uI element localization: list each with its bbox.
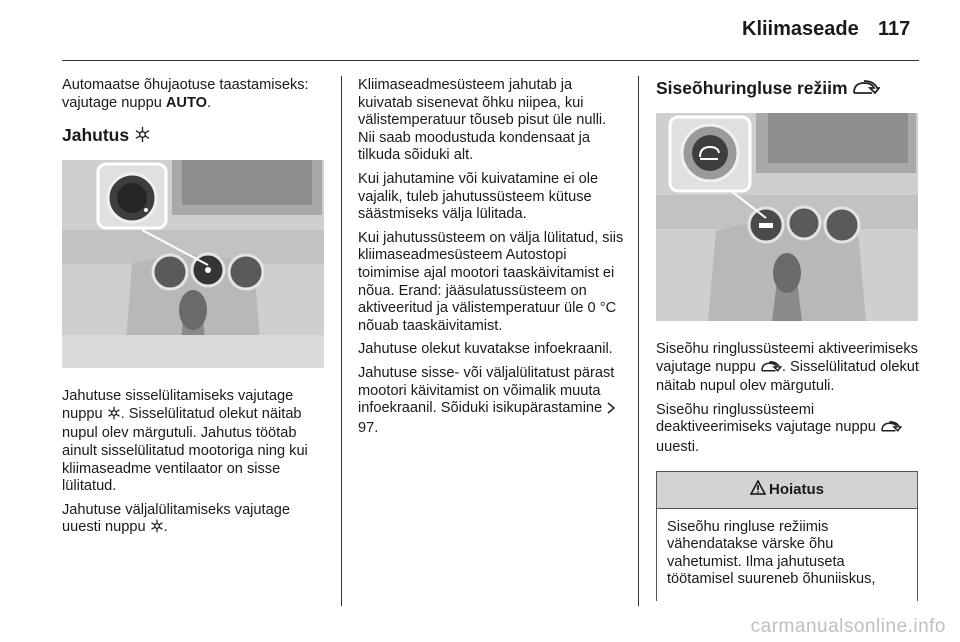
cooling-paragraph-2: [62, 502, 330, 539]
column-2: [358, 77, 626, 443]
cooling-p1-b: . Sisselülitatud olekut näitab nupul olev märgutuli. Jahutus töötab ainult sisselülitatud mootoriga ning kui kliimaseadme ventilaator on sisse lülitatud.: [62, 405, 308, 495]
recirc-p1-a: Siseõhu ringlussüsteemi aktiveerimiseks vajutage nuppu: [656, 341, 918, 375]
col2-paragraph-5: [358, 365, 626, 437]
snowflake-icon: [150, 519, 164, 539]
recirc-p2-a: Siseõhu ringlussüsteemi deaktiveerimiseks vajutage nuppu: [656, 401, 880, 436]
recirc-paragraph-2: [656, 402, 924, 457]
cooling-p2-a: Jahutuse väljalülitamiseks vajutage uuesti nuppu: [62, 501, 290, 536]
column-3: [656, 77, 924, 601]
col2-p5-text: Jahutuse sisse- või väljalülitatust pärast mootori käivitamist on võimalik muuta infoekraanil. Sõiduki isikupärastamine: [358, 364, 615, 417]
cooling-p2-b: .: [163, 519, 168, 536]
page-ref-link[interactable]: 97.: [358, 419, 379, 436]
page-number: 117: [878, 18, 911, 40]
column-divider-1: [341, 76, 342, 606]
watermark: carmanualsonline.info: [750, 616, 946, 637]
auto-label: AUTO: [165, 94, 207, 111]
cooling-paragraph-1: [62, 388, 330, 496]
recirc-p1-b: . Sisselülitatud olekut näitab nupul olev märgutuli.: [656, 358, 919, 395]
col2-paragraph-4: Jahutuse olekut kuvatakse infoekraanil.: [358, 341, 613, 358]
recirculation-title-text: Siseõhuringluse režiim: [656, 78, 848, 98]
snowflake-icon: [107, 406, 121, 426]
warning-header: [657, 472, 917, 509]
section-title-recirculation: [656, 77, 924, 101]
warning-title: Hoiatus: [768, 480, 824, 498]
recirculation-icon: [760, 361, 782, 379]
column-divider-2: [638, 76, 639, 606]
cooling-button-photo: [62, 160, 324, 368]
recirculation-icon: [852, 79, 880, 101]
col2-paragraph-3: Kui jahutussüsteem on välja lülitatud, siis kliimaseadmesüsteem Autostopi toimimise ajal mootori taaskäivitamist ei nõua. Erand: jääsulatussüsteem on aktiveeritud ja välistemperatuur üle 0 °C nõuab taaskäivitamist.: [358, 229, 624, 334]
warning-text: Siseõhu ringluse režiimis vähendatakse värske õhu vahetumist. Ilma jahutuseta töötamisel suureneb õhuniiskus,: [667, 518, 876, 588]
intro-text: Automaatse õhujaotuse taastamiseks: vajutage nuppu: [62, 77, 309, 111]
intro-paragraph: [62, 77, 330, 112]
header-title: Kliimaseade: [742, 18, 859, 40]
recirc-paragraph-1: [656, 341, 924, 396]
warning-box: [656, 471, 918, 601]
cooling-title-text: Jahutus: [62, 125, 130, 146]
section-title-cooling: [62, 124, 330, 148]
column-1: [62, 77, 330, 545]
recirculation-icon: [880, 421, 902, 439]
cooling-p1-a: Jahutuse sisselülitamiseks vajutage nuppu: [62, 388, 294, 422]
page-ref-arrow-icon: [606, 402, 616, 420]
warning-triangle-icon: [750, 480, 766, 500]
snowflake-icon: [134, 126, 151, 148]
intro-end: .: [206, 94, 212, 111]
col2-paragraph-2: Kui jahutamine või kuivatamine ei ole vajalik, tuleb jahutussüsteem kütuse säästmiseks välja lülitada.: [358, 170, 599, 223]
recirc-p2-b: uuesti.: [656, 438, 699, 455]
recirculation-button-photo: [656, 113, 918, 321]
header-rule: [62, 60, 919, 61]
col2-paragraph-1: Kliimaseadmesüsteem jahutab ja kuivatab sisenevat õhku niipea, kui välistemperatuur tõuseb pisut üle nulli. Nii saab moodustuda kondensaat ja tilkuda sõiduki alt.: [358, 77, 607, 164]
